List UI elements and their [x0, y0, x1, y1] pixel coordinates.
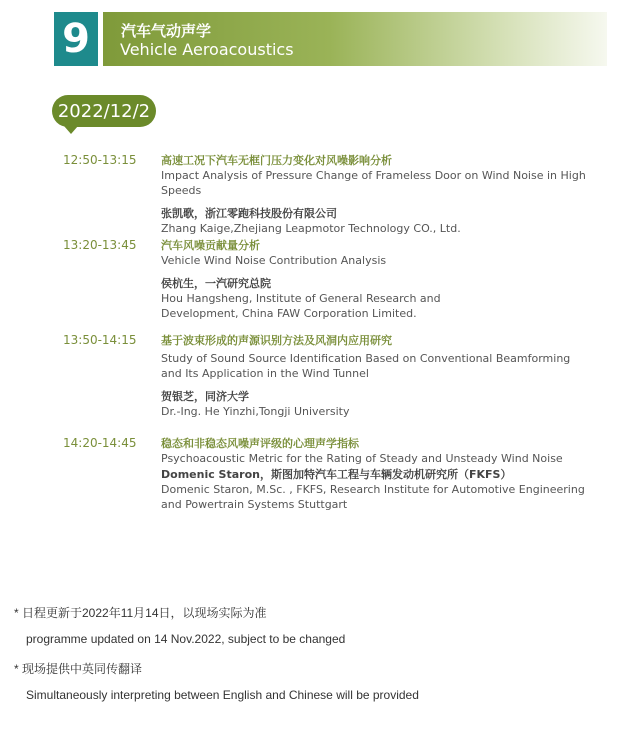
session-content — [161, 436, 601, 512]
session-time: 12:50-13:15 — [63, 153, 137, 167]
speaker-zh: Domenic Staron，斯图加特汽车工程与车辆发动机研究所（FKFS） — [161, 468, 512, 481]
session-time: 13:50-14:15 — [63, 333, 137, 347]
session-title-zh: 稳态和非稳态风噪声评级的心理声学指标 — [161, 437, 359, 450]
session-content — [161, 153, 621, 236]
session-title-zh: 基于波束形成的声源识别方法及风洞内应用研究 — [161, 334, 392, 347]
session-content — [161, 238, 511, 321]
session-title-en: Vehicle Wind Noise Contribution Analysis — [161, 254, 387, 267]
speaker-en: Hou Hangsheng, Institute of General Research and Development, China FAW Corporation Limited. — [161, 292, 441, 320]
date-pill: 2022/12/2 — [52, 95, 156, 127]
speaker-en: Zhang Kaige,Zhejiang Leapmotor Technology CO., Ltd. — [161, 222, 461, 235]
session-title-zh: 高速工况下汽车无框门压力变化对风噪影响分析 — [161, 154, 392, 167]
date-pill-pointer — [64, 126, 78, 134]
section-title-en: Vehicle Aeroacoustics — [120, 40, 294, 59]
session-content — [161, 333, 591, 419]
speaker-en: Dr.-Ing. He Yinzhi,Tongji University — [161, 405, 350, 418]
session-title-en: Impact Analysis of Pressure Change of Frameless Door on Wind Noise in High Speeds — [161, 169, 586, 197]
speaker-en: Domenic Staron, M.Sc. , FKFS, Research Institute for Automotive Engineering and Powertrain Systems Stuttgart — [161, 483, 585, 511]
section-title-zh: 汽车气动声学 — [121, 22, 212, 40]
note-interp-en: Simultaneously interpreting between English and Chinese will be provided — [26, 688, 419, 702]
note-update-en: programme updated on 14 Nov.2022, subject to be changed — [26, 632, 346, 646]
speaker-zh: 贺银芝，同济大学 — [161, 390, 249, 403]
note-update-zh: * 日程更新于2022年11月14日，以现场实际为准 — [14, 606, 267, 620]
session-title-en: Study of Sound Source Identification Based on Conventional Beamforming and Its Application in the Wind Tunnel — [161, 352, 571, 380]
speaker-zh: 侯杭生，一汽研究总院 — [161, 277, 271, 290]
session-time: 13:20-13:45 — [63, 238, 137, 252]
session-title-en: Psychoacoustic Metric for the Rating of Steady and Unsteady Wind Noise — [161, 452, 563, 465]
session-time: 14:20-14:45 — [63, 436, 137, 450]
note-interp-zh: * 现场提供中英同传翻译 — [14, 662, 143, 676]
section-title-banner — [103, 12, 607, 66]
session-title-zh: 汽车风噪贡献量分析 — [161, 239, 260, 252]
speaker-zh: 张凯歌，浙江零跑科技股份有限公司 — [161, 207, 337, 220]
section-number-badge: 9 — [54, 12, 98, 66]
